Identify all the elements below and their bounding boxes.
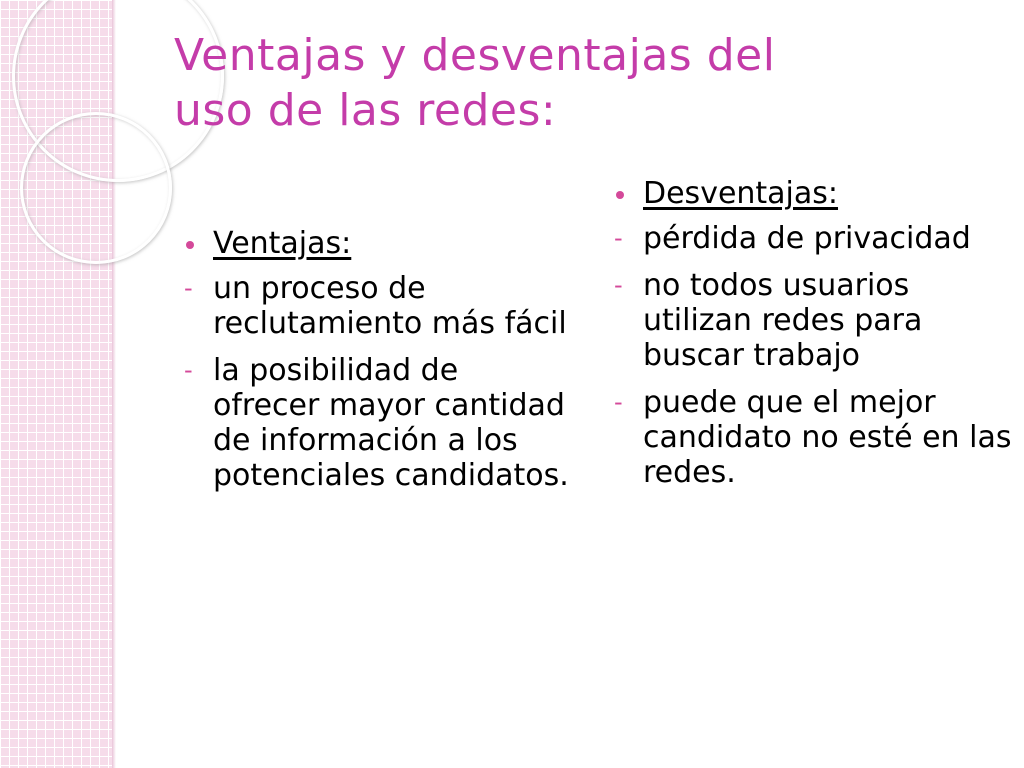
dash-bullet-icon: -: [184, 356, 193, 384]
list-item: [613, 221, 1013, 256]
dot-bullet-icon: [616, 191, 624, 199]
dot-bullet-icon: [186, 241, 194, 249]
decorative-ring-icon: [20, 112, 172, 264]
list-item: [183, 271, 573, 341]
ventajas-heading-label: Ventajas:: [213, 226, 352, 261]
desventajas-list: [613, 176, 1013, 502]
dash-bullet-icon: -: [614, 224, 623, 252]
slide-title-line: Ventajas y desventajas del: [174, 30, 776, 81]
list-item: [183, 353, 573, 493]
list-item-text: puede que el mejor candidato no esté en las redes.: [643, 385, 1012, 490]
list-item-text: la posibilidad de ofrecer mayor cantidad de información a los potenciales candidatos.: [213, 353, 569, 493]
ventajas-heading: [183, 226, 573, 261]
list-item-text: no todos usuarios utilizan redes para buscar trabajo: [643, 268, 923, 373]
dash-bullet-icon: -: [184, 274, 193, 302]
desventajas-heading: [613, 176, 1013, 211]
list-item-text: pérdida de privacidad: [643, 221, 971, 256]
dash-bullet-icon: -: [614, 271, 623, 299]
dash-bullet-icon: -: [614, 388, 623, 416]
list-item: [613, 385, 1013, 490]
desventajas-heading-label: Desventajas:: [643, 176, 839, 211]
list-item-text: un proceso de reclutamiento más fácil: [213, 271, 567, 341]
list-item: [613, 268, 1013, 373]
slide-title-line: uso de las redes:: [174, 85, 557, 136]
slide-title: [174, 28, 994, 138]
ventajas-list: [183, 226, 573, 505]
